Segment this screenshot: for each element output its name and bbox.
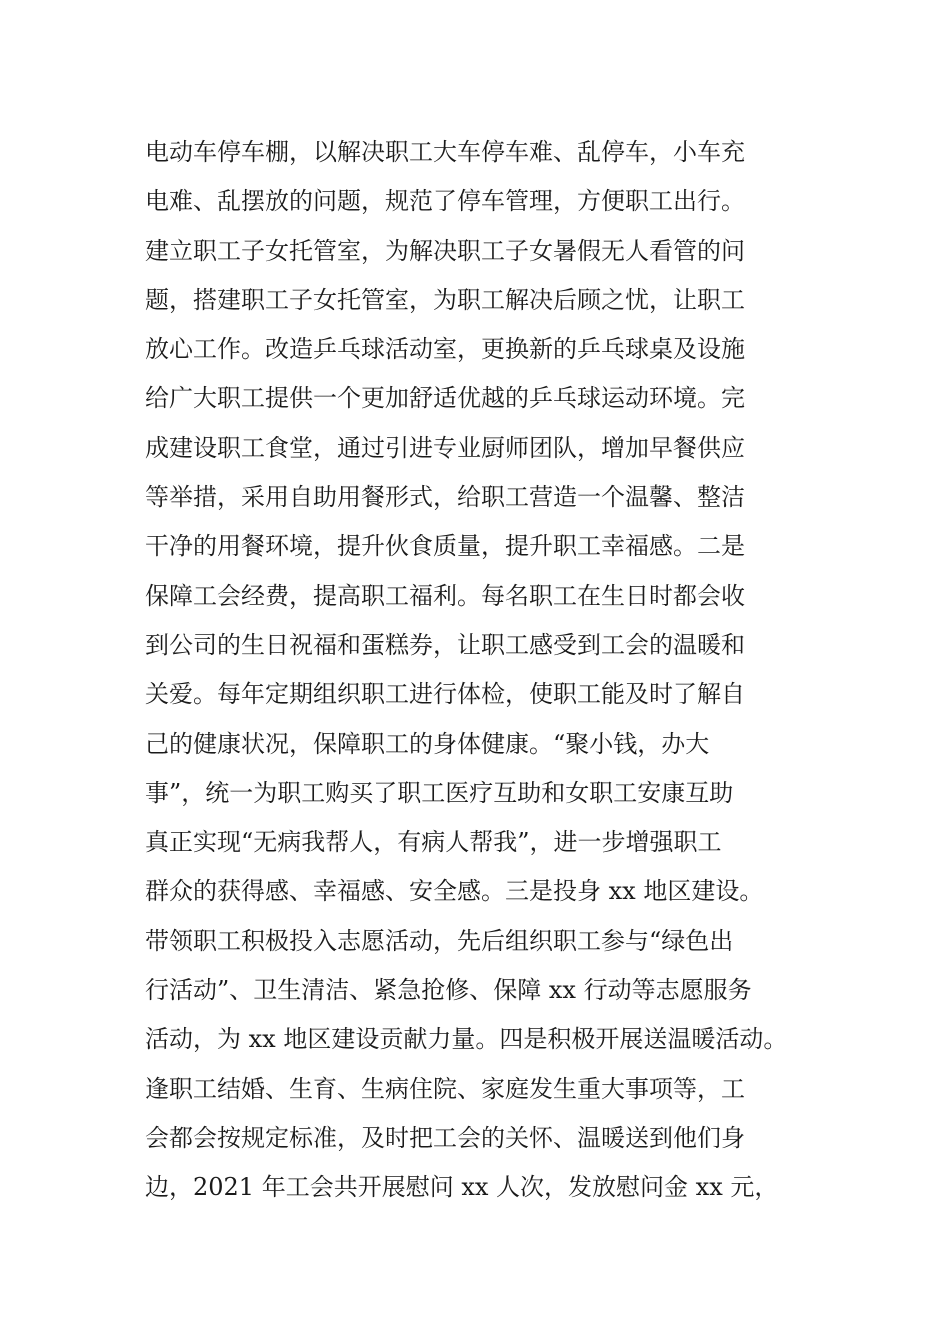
text-line: 题，搭建职工子女托管室，为职工解决后顾之忧，让职工 [145, 285, 745, 314]
text-line: 真正实现“无病我帮人，有病人帮我”，进一步增强职工 [145, 828, 722, 857]
text-line: 活动，为 xx 地区建设贡献力量。四是积极开展送温暖活动。 [145, 1025, 788, 1054]
text-line: 关爱。每年定期组织职工进行体检，使职工能及时了解自 [145, 680, 745, 709]
text-line: 己的健康状况，保障职工的身体健康。“聚小钱，办大 [145, 729, 710, 758]
text-line: 事”，统一为职工购买了职工医疗互助和女职工安康互助 [145, 778, 734, 807]
text-line: 放心工作。改造乒乓球活动室，更换新的乒乓球桌及设施 [145, 335, 745, 364]
text-line: 带领职工积极投入志愿活动，先后组织职工参与“绿色出 [145, 926, 734, 955]
text-line: 群众的获得感、幸福感、安全感。三是投身 xx 地区建设。 [145, 877, 764, 906]
text-line: 边，2021 年工会共开展慰问 xx 人次，发放慰问金 xx 元， [145, 1173, 779, 1202]
text-line: 到公司的生日祝福和蛋糕券，让职工感受到工会的温暖和 [145, 630, 745, 659]
text-line: 建立职工子女托管室，为解决职工子女暑假无人看管的问 [145, 236, 745, 265]
text-line: 逢职工结婚、生育、生病住院、家庭发生重大事项等，工 [145, 1074, 745, 1103]
text-line: 电动车停车棚，以解决职工大车停车难、乱停车，小车充 [145, 138, 745, 166]
text-line: 行活动”、卫生清洁、紧急抢修、保障 xx 行动等志愿服务 [145, 976, 752, 1005]
text-line: 干净的用餐环境，提升伙食质量，提升职工幸福感。二是 [145, 532, 745, 561]
text-line: 会都会按规定标准，及时把工会的关怀、温暖送到他们身 [145, 1123, 745, 1152]
text-line: 给广大职工提供一个更加舒适优越的乒乓球运动环境。完 [145, 384, 745, 413]
body-text [145, 128, 845, 1213]
text-line: 电难、乱摆放的问题，规范了停车管理，方便职工出行。 [145, 187, 745, 216]
text-line: 保障工会经费，提高职工福利。每名职工在生日时都会收 [145, 581, 745, 610]
text-line: 等举措，采用自助用餐形式，给职工营造一个温馨、整洁 [145, 483, 745, 512]
text-line: 成建设职工食堂，通过引进专业厨师团队，增加早餐供应 [145, 433, 745, 462]
